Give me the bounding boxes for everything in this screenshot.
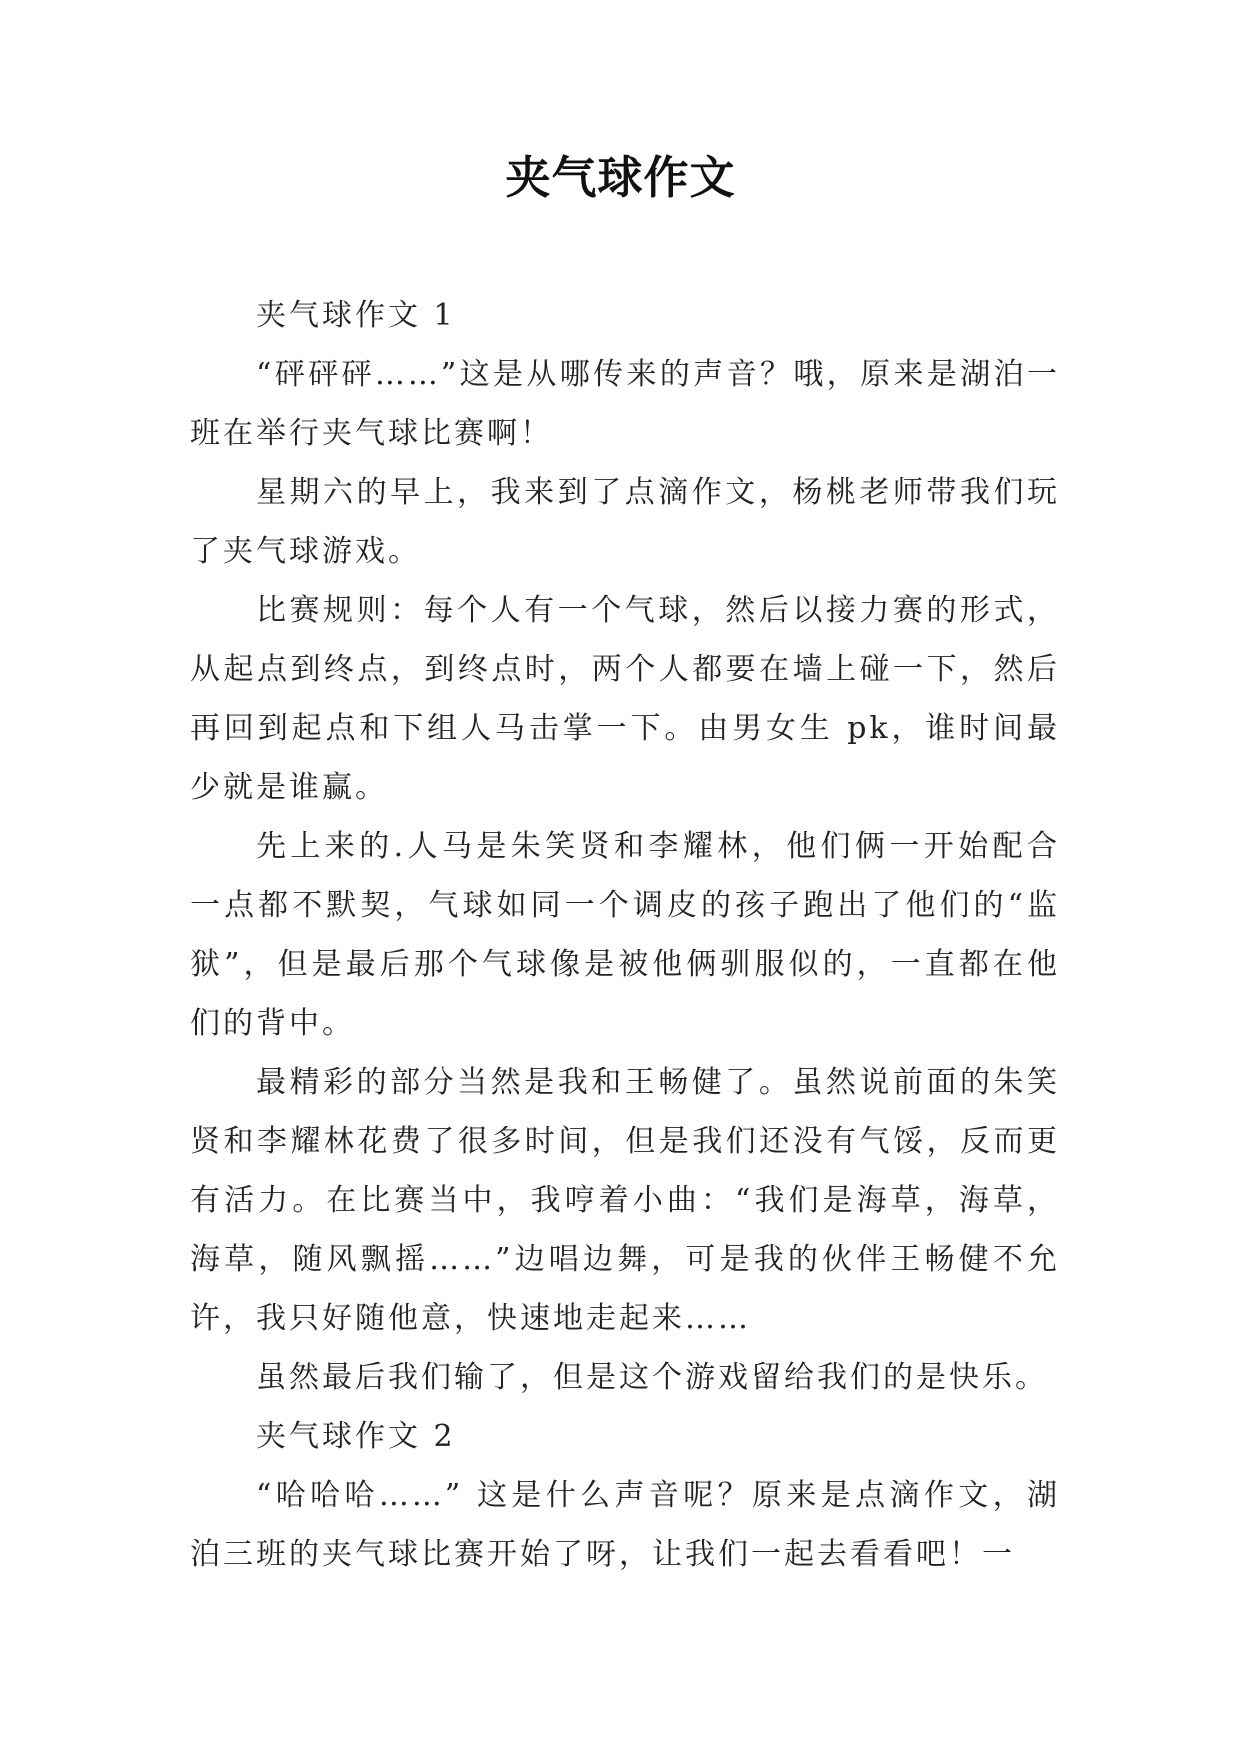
paragraph: 星期六的早上，我来到了点滴作文，杨桃老师带我们玩了夹气球游戏。 [190,475,1060,569]
section-heading-1: 夹气球作文 1 [256,298,456,333]
paragraph: 先上来的.人马是朱笑贤和李耀林，他们俩一开始配合一点都不默契，气球如同一个调皮的孩子跑出了他们的“监狱”，但是最后那个气球像是被他俩驯服似的，一直都在他们的背中。 [190,829,1060,1041]
paragraph: 比赛规则：每个人有一个气球，然后以接力赛的形式，从起点到终点，到终点时，两个人都要在墙上碰一下，然后再回到起点和下组人马击掌一下。由男女生 pk，谁时间最少就是谁赢。 [190,593,1060,805]
paragraph: 虽然最后我们输了，但是这个游戏留给我们的是快乐。 [256,1360,1048,1395]
paragraph: “哈哈哈……” 这是什么声音呢？原来是点滴作文，湖泊三班的夹气球比赛开始了呀，让我们一起去看看吧！一 [190,1478,1060,1572]
paragraph: 最精彩的部分当然是我和王畅健了。虽然说前面的朱笑贤和李耀林花费了很多时间，但是我们还没有气馁，反而更有活力。在比赛当中，我哼着小曲：“我们是海草，海草，海草，随风飘摇……”边唱边舞，可是我的伙伴王畅健不允许，我只好随他意，快速地走起来…… [190,1065,1060,1336]
document-title: 夹气球作文 [505,151,736,204]
document-body [190,286,1060,1584]
paragraph: “砰砰砰……”这是从哪传来的声音？哦，原来是湖泊一班在举行夹气球比赛啊！ [190,357,1060,451]
section-heading-2: 夹气球作文 2 [256,1419,456,1454]
